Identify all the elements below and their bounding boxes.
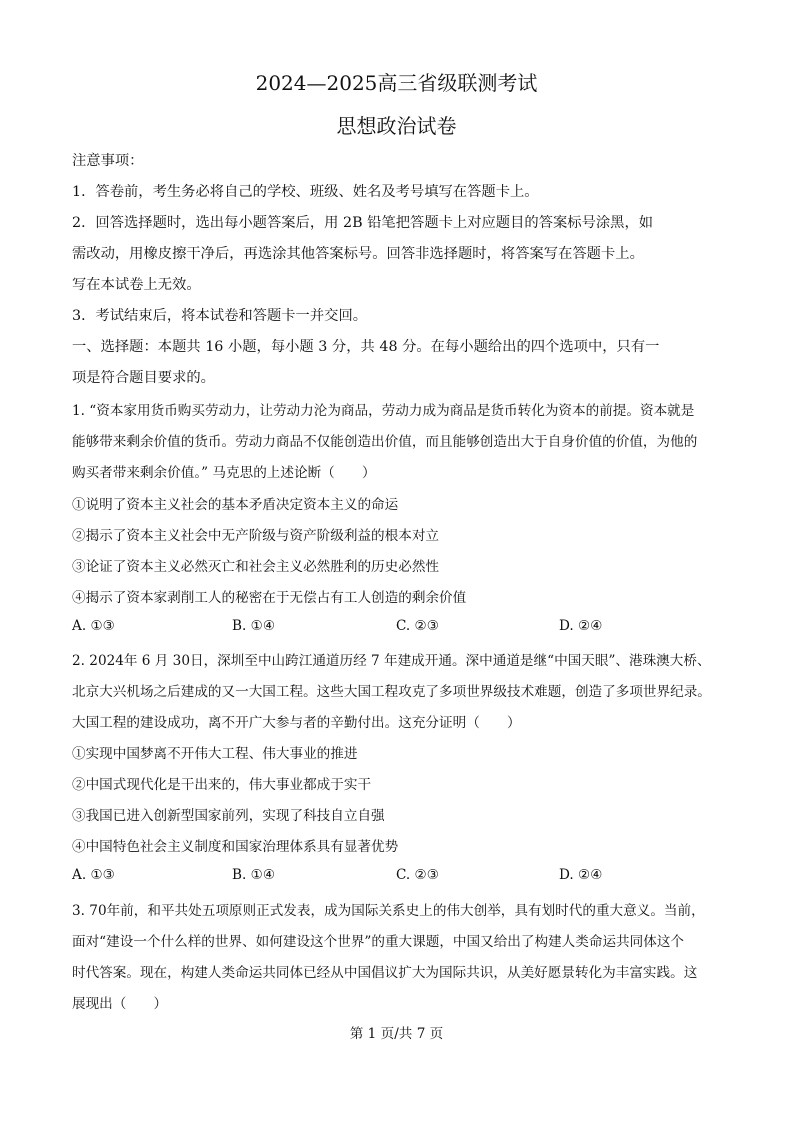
question-2-stem: 2. 2024年 6 月 30日，深圳至中山跨江通道历经 7 年建成开通。深中通道是继“中国天眼”、港珠澳大桥、 <box>72 653 711 669</box>
question-2-item: ①实现中国梦离不开伟大工程、伟大事业的推进 <box>72 746 358 762</box>
question-1-item: ④揭示了资本家剥削工人的秘密在于无偿占有工人创造的剩余价值 <box>72 590 467 606</box>
question-2-item: ④中国特色社会主义制度和国家治理体系具有显著优势 <box>72 839 399 855</box>
question-2-stem: 大国工程的建设成功，离不开广大参与者的辛勤付出。这充分证明（ ） <box>72 715 521 731</box>
question-1-stem: 购买者带来剩余价值。” 马克思的上述论断（ ） <box>72 465 376 481</box>
option-b[interactable]: B. ①④ <box>232 867 276 883</box>
question-3-stem: 时代答案。现在，构建人类命运共同体已经从中国倡议扩大为国际共识，从美好愿景转化为丰富实践。这 <box>72 965 698 981</box>
question-1-stem: 1. “资本家用货币购买劳动力，让劳动力沦为商品，劳动力成为商品是货币转化为资本的前提。资本就是 <box>72 403 695 419</box>
exam-subtitle: 思想政治试卷 <box>336 114 457 138</box>
section-heading: 一、选择题：本题共 16 小题，每小题 3 分，共 48 分。在每小题给出的四个选项中，只有一 <box>72 339 660 355</box>
note-line: 写在本试卷上无效。 <box>72 277 201 293</box>
note-line: 1．答卷前，考生务必将自己的学校、班级、姓名及考号填写在答题卡上。 <box>72 184 539 200</box>
note-line: 需改动，用橡皮擦干净后，再选涂其他答案标号。回答非选择题时，将答案写在答题卡上。 <box>72 246 644 262</box>
question-1-stem: 能够带来剩余价值的货币。劳动力商品不仅能创造出价值，而且能够创造出大于自身价值的价值，为他的 <box>72 434 698 450</box>
option-a[interactable]: A. ①③ <box>72 867 115 883</box>
option-a[interactable]: A. ①③ <box>72 618 115 634</box>
question-3-stem: 3. 70年前，和平共处五项原则正式发表，成为国际关系史上的伟大创举，具有划时代的重大意义。当前， <box>72 903 705 919</box>
page-footer: 第 1 页/共 7 页 <box>349 1026 444 1042</box>
option-c[interactable]: C. ②③ <box>396 867 439 883</box>
note-line: 2．回答选择题时，选出每小题答案后，用 2B 铅笔把答题卡上对应题目的答案标号涂黑，如 <box>72 215 654 231</box>
question-1-item: ③论证了资本主义必然灭亡和社会主义必然胜利的历史必然性 <box>72 559 440 575</box>
exam-title: 2024—2025高三省级联测考试 <box>255 71 538 95</box>
option-d[interactable]: D. ②④ <box>559 867 603 883</box>
question-2-item: ②中国式现代化是干出来的，伟大事业都成于实干 <box>72 777 372 793</box>
note-line: 3．考试结束后，将本试卷和答题卡一并交回。 <box>72 308 368 324</box>
question-3-stem: 面对“建设一个什么样的世界、如何建设这个世界”的重大课题，中国又给出了构建人类命运共同体这个 <box>72 934 685 950</box>
notes-heading: 注意事项： <box>72 153 144 169</box>
option-d[interactable]: D. ②④ <box>559 618 603 634</box>
section-heading: 项是符合题目要求的。 <box>72 370 215 386</box>
question-2-stem: 北京大兴机场之后建成的又一大国工程。这些大国工程攻克了多项世界级技术难题，创造了多项世界纪录。 <box>72 684 711 700</box>
question-1-item: ②揭示了资本主义社会中无产阶级与资产阶级利益的根本对立 <box>72 528 440 544</box>
question-1-item: ①说明了资本主义社会的基本矛盾决定资本主义的命运 <box>72 497 399 513</box>
option-c[interactable]: C. ②③ <box>396 618 439 634</box>
question-3-stem: 展现出（ ） <box>72 996 168 1012</box>
option-b[interactable]: B. ①④ <box>232 618 276 634</box>
question-2-item: ③我国已进入创新型国家前列，实现了科技自立自强 <box>72 808 385 824</box>
